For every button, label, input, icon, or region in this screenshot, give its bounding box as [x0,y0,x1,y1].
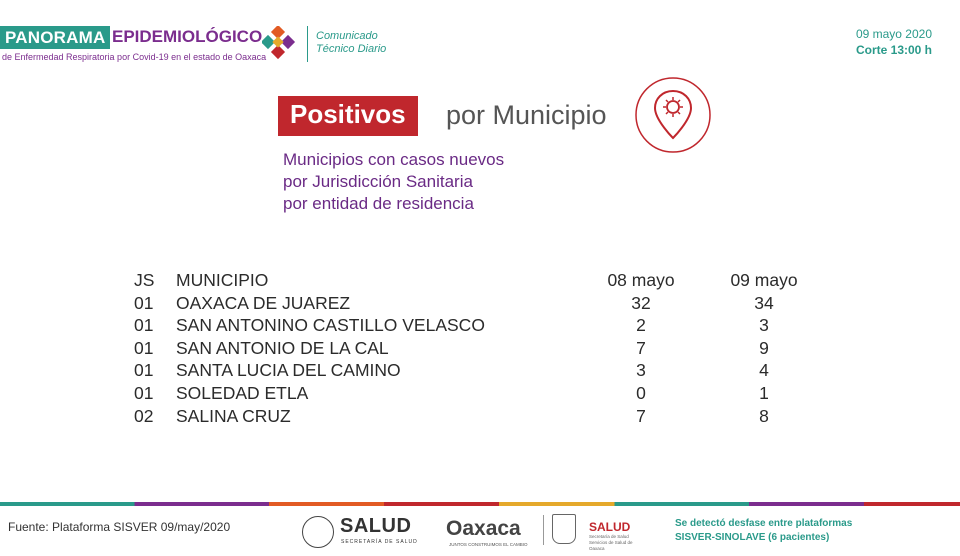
cell-date-1: 32 [631,292,651,313]
source-note: Fuente: Plataforma SISVER 09/may/2020 [8,520,231,534]
municipios-table [131,270,831,428]
header-date-1: 08 mayo [607,270,675,290]
cell-date-1: 3 [636,360,646,381]
cell-js: 02 [134,405,154,426]
oaxaca-diamond-logo [262,26,296,60]
table-row [131,383,831,406]
table-row [131,293,831,316]
cell-date-2: 9 [759,337,769,358]
cell-municipio: SOLEDAD ETLA [176,382,309,403]
corte-time: Corte 13:00 h [855,43,932,57]
header [0,22,960,68]
cell-municipio: OAXACA DE JUAREZ [176,292,351,313]
cell-municipio: SANTA LUCIA DEL CAMINO [176,360,401,381]
title-rest: por Municipio [446,100,607,130]
salud-oaxaca-sub: Secretaría de Salud Servicios de Salud de Oaxaca [589,534,633,551]
salud-oaxaca-logo-text: SALUD [589,520,631,534]
footer-color-stripe [0,502,960,506]
secretaria-label: SECRETARÍA DE SALUD [341,539,418,545]
oaxaca-logo-text: Oaxaca [446,517,521,540]
header-js: JS [134,270,155,290]
brand-epidemiologico: EPIDEMIOLÓGICO [112,27,263,46]
cell-js: 01 [134,382,154,403]
cell-municipio: SALINA CRUZ [176,405,291,426]
cell-js: 01 [134,315,154,336]
mexico-seal-icon [302,516,334,548]
header-municipio: MUNICIPIO [176,270,269,290]
cell-date-1: 7 [636,337,646,358]
report-date [856,26,932,58]
cell-js: 01 [134,337,154,358]
cell-date-1: 2 [636,315,646,336]
comunicado-label: Comunicado Técnico Diario [316,30,387,55]
table-row [131,338,831,361]
table-row [131,360,831,383]
cell-municipio: SAN ANTONIO DE LA CAL [176,337,389,358]
virus-pin-icon [634,76,712,154]
date-text: 09 mayo 2020 [855,27,932,41]
table-header-row [131,270,831,293]
table-row [131,315,831,338]
cell-date-2: 34 [754,292,774,313]
cell-js: 01 [134,360,154,381]
oaxaca-crest-icon [552,514,576,544]
cell-date-2: 8 [759,405,769,426]
cell-js: 01 [134,292,154,313]
title-description: Municipios con casos nuevos por Jurisdicción Sanitaria por entidad de residencia [283,150,505,213]
title-highlight: Positivos [278,96,418,136]
cell-municipio: SAN ANTONINO CASTILLO VELASCO [176,315,485,336]
table-row [131,406,831,429]
header-date-2: 09 mayo [730,270,798,290]
oaxaca-slogan: JUNTOS CONSTRUIMOS EL CAMBIO [449,542,528,547]
cell-date-1: 0 [636,382,646,403]
header-divider [307,26,308,62]
platform-note: Se detectó desfase entre plataformas SISVER-SINOLAVE (6 pacientes) [675,518,853,543]
brand-panorama: PANORAMA [0,26,110,49]
cell-date-2: 4 [759,360,769,381]
cell-date-1: 7 [636,405,646,426]
cell-date-2: 1 [759,382,769,403]
footer-divider [543,515,544,545]
header-subtitle: de Enfermedad Respiratoria por Covid-19 en el estado de Oaxaca [2,52,267,62]
salud-logo-text: SALUD [340,515,412,537]
cell-date-2: 3 [759,315,769,336]
